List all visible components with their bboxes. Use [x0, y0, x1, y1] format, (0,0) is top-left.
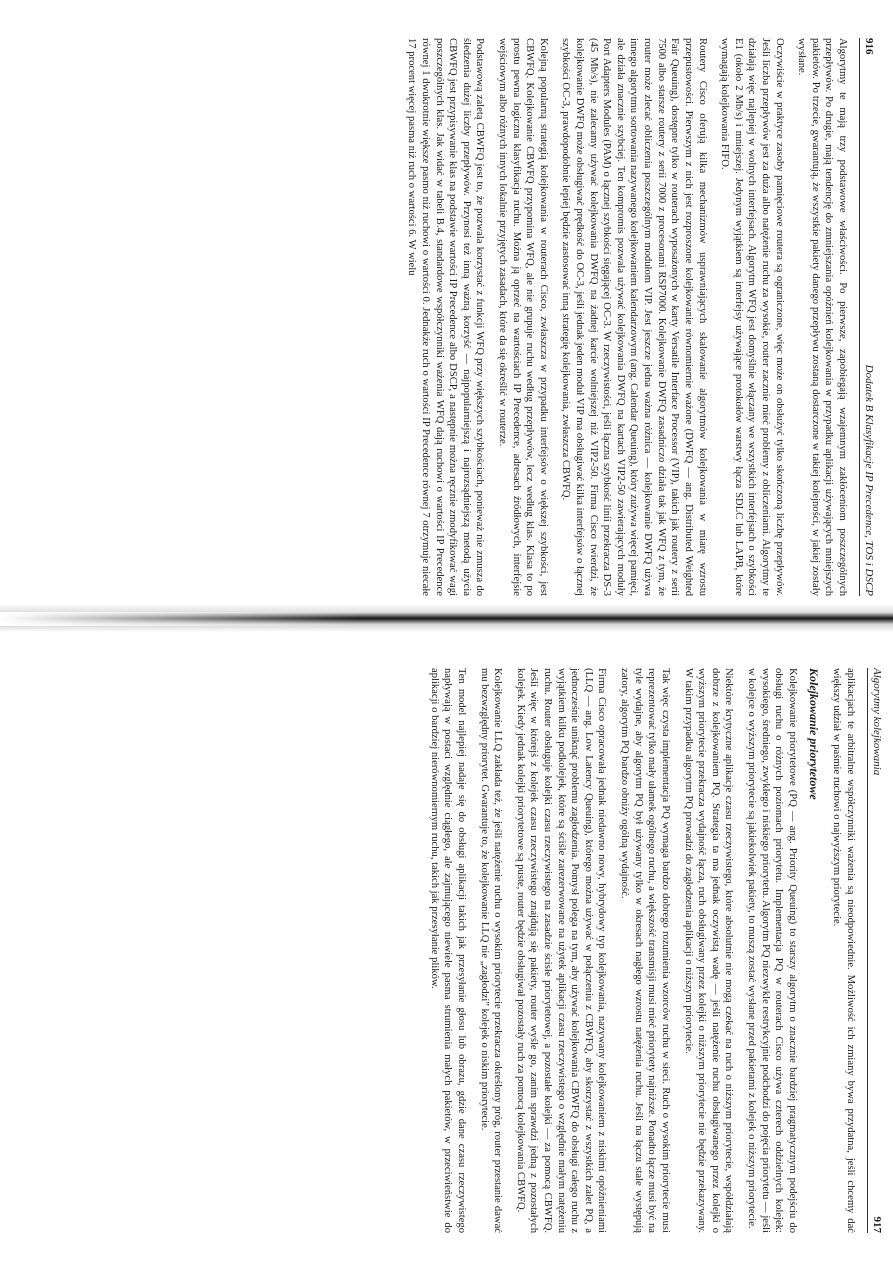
paragraph: Kolejkowanie LLQ zakłada też, że jeśli natężenie ruchu o wysokim priorytecie przekracza określony próg, router przestanie dawać mu bezwzględny priorytet. Gwarantuje to, że kolejkowanie LLQ nie „zagłodzi” kolejek o niskim priorytecie.	[478, 668, 504, 1233]
paragraph: Routery Cisco oferują kilka mechanizmów usprawniających skalowanie algorytmów kolejkowania w miarę wzrostu przepustowości. Pierwszym z nich jest rozproszone kolejkowanie równomiernie ważone (DWFQ — ang. Distributed Weighted Fair Queuing), dostępne tylko w routerach wyposażonych w karty Versatile Interface Processor (VIP), takich jak routery z serii 7500 albo starsze routery z serii 7000 z procesorami RSP7000. Kolejkowanie DWFQ zasadniczo działa tak jak WFQ z tym, że router może zlecać obliczenia poszczególnym modułom VIP. Jest jeszcze jedna ważna różnica — kolejkowanie DWFQ używa innego algorytmu sortowania nazywanego kolejkowaniem kalendarzowym (ang. Calendar Queuing), który zużywa więcej pamięci, ale działa znacznie szybciej. Ten kompromis pozwala używać kolejkowania DWFQ na kartach VIP2-50 zawierających moduły Port Adapters Modules (PAM) o łącznej szybkości sięgającej OC-3. W rzeczywistości, jeśli łączna szybkość linii przekracza DS-3 (45 Mb/s), nie zalecamy używać kolejkowania DWFQ na żadnej karcie wolniejszej niż VIP2-50. Firma Cisco twierdzi, że kolejkowanie DWFQ może obsługiwać prędkość do OC-3, jeśli jednak jeden moduł VIP ma obsługiwać kilka interfejsów o łącznej szybkości OC-3, prawdopodobnie lepiej będzie zastosować inną strategię kolejkowania, zwłaszcza CBWFQ.	[560, 38, 708, 596]
page-number: 916	[863, 38, 875, 55]
page-number: 917	[871, 1216, 883, 1233]
spine-fade	[0, 612, 360, 626]
paragraph: Kolejną popularną strategią kolejkowania w routerach Cisco, zwłaszcza w przypadku interfejsów o większej szybkości, jest CBWFQ. Kolejkowanie CBWFQ przypomina WFQ, ale nie grupuje ruchu według przepływów, lecz według klas. Klasa to po prostu pewna logiczna klasyfikacja ruchu. Można ją oprzeć na wartościach IP Precedence, adresach źródłowych, interfejsie wejściowym albo różnych innych lokalnie przyjętych zasadach, które da się określić w routerze.	[496, 38, 549, 596]
paragraph: Algorytmy te mają trzy podstawowe właściwości. Po pierwsze, zapobiegają wzajemnym zakłóceniom poszczególnych przepływów. Po drugie, mają tendencję do zmniejszania opóźnień kolejkowania w przypadku aplikacji używających mniejszych pakietów. Po trzecie, gwarantują, że wszystkie pakiety danego przepływu zostaną dostarczone w takiej kolejności, w jakiej zostały wysłane.	[796, 38, 848, 596]
paragraph: Oczywiście w praktyce zasoby pamięciowe routera są ograniczone, więc może on obsłużyć tylko skończoną liczbę przepływów. Jeśli liczba przepływów jest za duża albo natężenie ruchu za wysokie, router zacznie mieć problemy z obliczeniami. Algorytmy te działają więc najlepiej w wolnych interfejsach. Algorytm WFQ jest domyślnie włączany we wszystkich interfejsach o szybkości E1 (około 2 Mb/s) i mniejszej. Jedynym wyjątkiem są interfejsy używające protokołów warstwy łącza SDLC lub LAPB, które wymagają kolejkowania FIFO.	[719, 38, 785, 596]
paragraph: Tak więc czysta implementacja PQ wymaga bardzo dobrego rozumienia wzorców ruchu w sieci. Ruch o wysokim priorytecie musi reprezentować tylko mały ułamek ogólnego ruchu, a większość transmisji musi mieć priorytety najniższe. Ponadto łącze musi być na tyle wydajne, aby algorytm PQ był używany tylko w okresach nagłego wzrostu natężenia ruchu. Jeśli na łączu stale występują zatory, algorytm PQ bardzo obniży ogólną wydajność.	[619, 668, 671, 1233]
right-page-content	[0, 628, 893, 1263]
paragraph: Ten model najlepiej nadaje się do obsługi aplikacji takich jak przesyłanie głosu lub obrazu, gdzie dane czasu rzeczywistego napływają w postaci względnie ciągłego, ale zajmującego niewiele pasma strumienia małych pakietów, w przeciwieństwie do aplikacji o bardziej nierównomiernym ruchu, takich jak przesyłanie plików.	[428, 668, 467, 1233]
running-head	[859, 38, 875, 596]
running-title: Dodatek B Klasyfikacje IP Precedence, TOS i DSCP	[863, 364, 875, 596]
paragraph: Kolejkowanie priorytetowe (PQ — ang. Priority Queuing) to starszy algorytm o znacznie bardziej pragmatycznym podejściu do obsługi ruchu o różnych poziomach priorytetu. Implementacja PQ w routerach Cisco używa czterech oddzielnych kolejek: wysokiego, średniego, zwykłego i niskiego priorytetu. Algorytm PQ niezwykle restrykcyjnie podchodzi do pojęcia priorytetu — jeśli w kolejce o wyższym priorytecie są jakiekolwiek pakiety, to muszą zostać wysłane przed pakietami z kolejek o niższym priorytecie.	[745, 668, 798, 1233]
paragraph: Niektóre krytyczne aplikacje czasu rzeczywistego, które absolutnie nie mogą czekać na ruch o niższym priorytecie, współdziałają dobrze z kolejkowaniem PQ. Strategia ta ma jednak oczywistą wadę — jeśli natężenie ruchu obsługiwanego przez kolejki o wyższym priorytecie przekracza wydajność łącza, ruch obsługiwany przez kolejki o niższym priorytecie nie będzie przekazywany. W takim przypadku algorytm PQ prowadzi do zagłodzenia aplikacji o niższym priorytecie.	[682, 668, 735, 1233]
left-page-content	[0, 0, 893, 612]
running-title: Algorytmy kolejkowania	[871, 668, 883, 776]
left-page	[0, 0, 893, 612]
paragraph: Podstawową zaletą CBWFQ jest to, że pozwala korzystać z funkcji WFQ przy większych szybkościach, ponieważ nie zmusza do śledzenia dużej liczby przepływów. Przynosi też inną ważną korzyść — najpopularniejszą i najrozsądniejszą metodą użycia CBWFQ jest przypisywanie klas na podstawie wartości IP Precedence albo DSCP, a następnie można ręcznie zmodyfikować wagi poszczególnych klas. Jak widać w tabeli B.4, standardowe współczynniki ważenia WFQ dają ruchowi o wartości IP Precedence równej 1 dwukrotnie większe pasmo niż ruchowi o wartości 0. Jednakże ruch o wartości IP Precedence równej 7 otrzymuje niecałe 17 procent więcej pasma niż ruch o wartości 6. W wielu	[406, 38, 486, 596]
paragraph: Firma Cisco opracowała jednak niedawno nowy, hybrydowy typ kolejkowania, nazywany kolejkowaniem z niskimi opóźnieniami (LLQ — ang. Low Latency Queuing), którego można używać w połączeniu z CBWFQ, aby skorzystać z wszystkich zalet PQ, a jednocześnie uniknąć problemu zagłodzenia. Pomysł polega na tym, aby używać kolejkowania CBWFQ do obsługi całego ruchu z wyjątkiem kilku podkolejek, które są ściśle zarezerwowane na użytek aplikacji czasu rzeczywistego o względnie małym natężeniu ruchu. Router obsługuje kolejki czasu rzeczywistego na zasadzie ścisłe priorytetowej, a pozostałe kolejki — za pomocą CBWFQ. Jeśli więc w którejś z kolejek czasu rzeczywistego znajdują się pakiety, router wyśle go, zanim sprawdzi jedną z pozostałych kolejek. Kiedy jednak kolejki priorytetowe są puste, router będzie obsługiwał pozostały ruch za pomocą kolejkowania CBWFQ.	[514, 668, 608, 1233]
paragraph: aplikacjach te arbitralne współczynniki ważenia są nieodpowiednie. Możliwość ich zmiany bywa przydatna, jeśli chcemy dać większy udział w paśmie ruchowi o najwyższym priorytecie.	[831, 668, 856, 1233]
section-heading: Kolejkowanie priorytetowe	[806, 668, 821, 800]
running-head	[867, 668, 883, 1233]
right-page	[0, 628, 893, 1263]
